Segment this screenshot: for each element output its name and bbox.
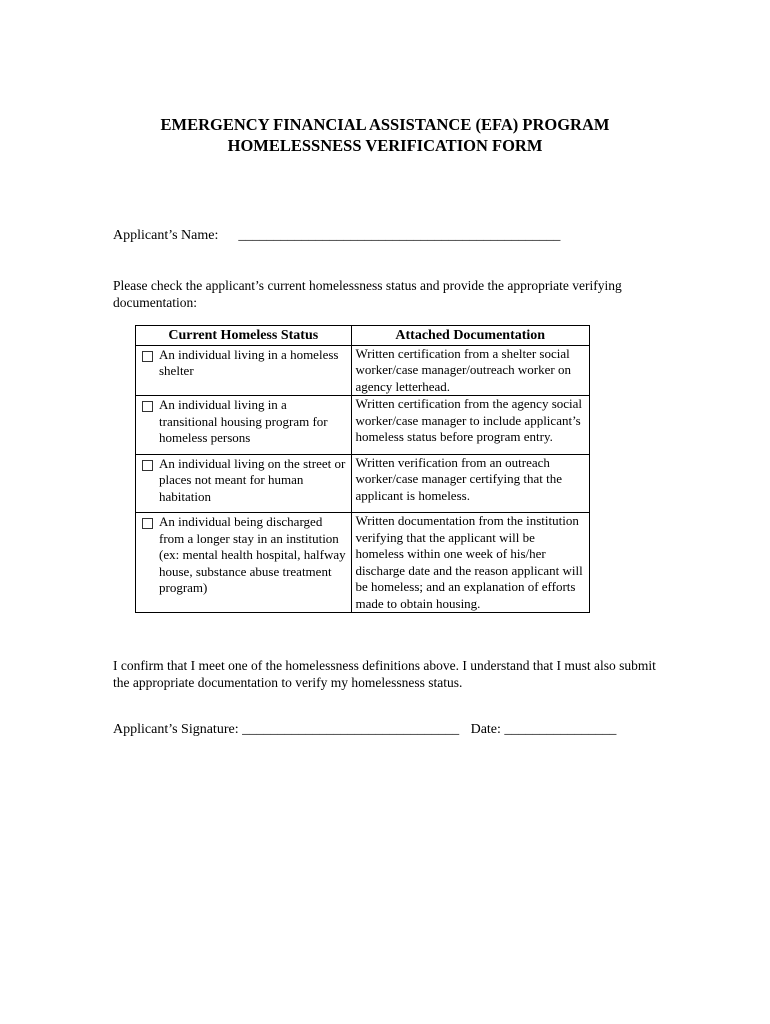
table-row	[136, 345, 590, 396]
header-attached-documentation: Attached Documentation	[351, 326, 590, 346]
title-line-2: HOMELESSNESS VERIFICATION FORM	[227, 136, 543, 155]
status-cell	[136, 513, 352, 613]
status-checkbox[interactable]	[142, 351, 153, 362]
homeless-status-table	[135, 325, 590, 613]
date-label: Date:	[470, 722, 501, 737]
documentation-cell: Written documentation from the institution verifying that the applicant will be homeless within one week of his/her discharge date and the reason applicant will be homeless; and an explanation of efforts made to obtain housing.	[351, 513, 590, 613]
documentation-cell: Written certification from the agency social worker/case manager to include applicant’s homeless status before program entry.	[351, 396, 590, 455]
signature-field[interactable]: _______________________________	[242, 722, 460, 737]
status-checkbox[interactable]	[142, 460, 153, 471]
table-row	[136, 513, 590, 613]
confirmation-text: I confirm that I meet one of the homelessness definitions above. I understand that I must also submit the appropriate documentation to verify my homelessness status.	[113, 658, 656, 690]
instructions-text: Please check the applicant’s current homelessness status and provide the appropriate verifying documentation:	[113, 278, 622, 310]
signature-label: Applicant’s Signature:	[113, 722, 239, 737]
applicant-name-field[interactable]: ______________________________________________	[238, 228, 561, 243]
table-row	[136, 396, 590, 455]
form-title	[0, 114, 770, 156]
status-text: An individual being discharged from a longer stay in an institution (ex: mental health hospital, halfway house, substance abuse treatment program)	[159, 514, 346, 595]
applicant-name-label: Applicant’s Name:	[113, 228, 219, 243]
status-checkbox[interactable]	[142, 401, 153, 412]
applicant-name-row	[113, 228, 560, 244]
documentation-cell: Written certification from a shelter social worker/case manager/outreach worker on agency letterhead.	[351, 345, 590, 396]
status-text: An individual living on the street or places not meant for human habitation	[159, 455, 346, 504]
table-row	[136, 454, 590, 513]
status-cell	[136, 345, 352, 396]
status-checkbox[interactable]	[142, 518, 153, 529]
status-cell	[136, 396, 352, 455]
date-field[interactable]: ________________	[504, 722, 617, 737]
status-text: An individual living in a transitional housing program for homeless persons	[159, 397, 328, 445]
documentation-cell: Written verification from an outreach worker/case manager certifying that the applicant is homeless.	[351, 454, 590, 513]
signature-row	[113, 722, 616, 738]
status-cell	[136, 454, 352, 513]
status-text: An individual living in a homeless shelter	[159, 346, 339, 378]
header-current-homeless-status: Current Homeless Status	[136, 326, 352, 346]
title-line-1: EMERGENCY FINANCIAL ASSISTANCE (EFA) PROGRAM	[160, 115, 610, 134]
